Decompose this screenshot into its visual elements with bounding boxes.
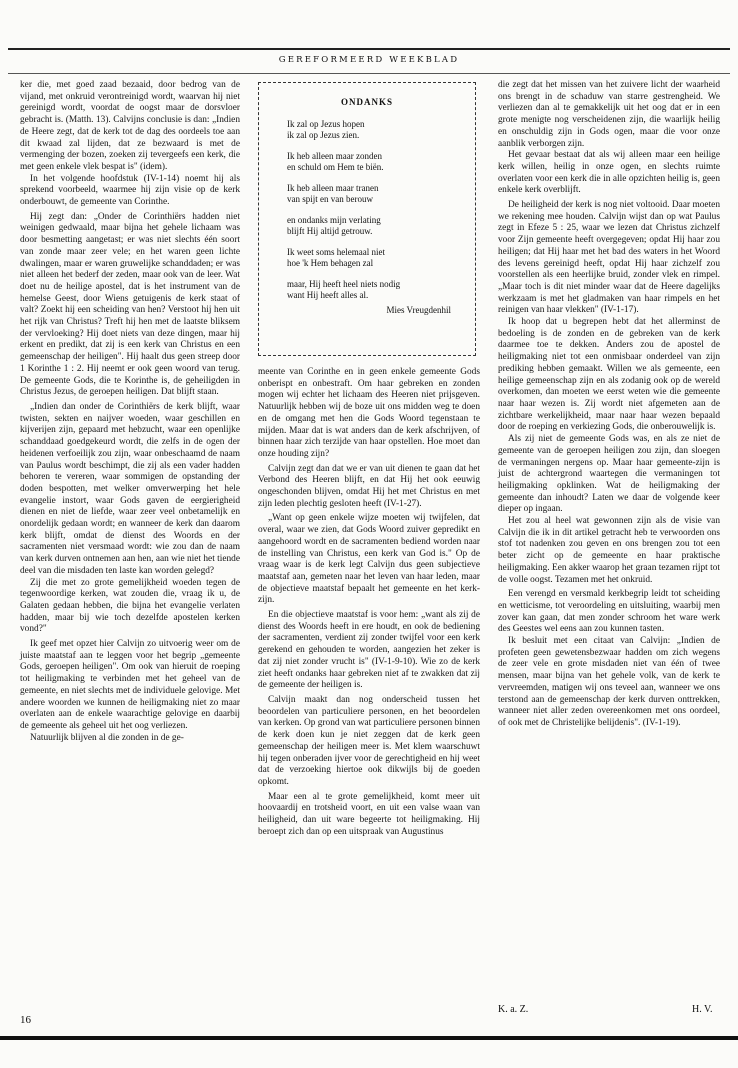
masthead: GEREFORMEERD WEEKBLAD (278, 55, 460, 65)
paragraph: ker die, met goed zaad bezaaid, door bedrog van de vijand, met onkruid verontreinigd wordt, waarvan hij niet gereinigd wordt, voordat de oogst maar de dorsvloer gebracht is. (Matth. 13). Calvijns conclusie is dan: „Indien de Heere zegt, dat de kerk tot de dag des oordeels toe aan dit kwaad zal lijden, dat ze bezwaard is met de vermenging der bozen, zoeken zij tevergeefs een kerk, die met geen enkele vlek bespat is" (idem). (20, 80, 240, 172)
paragraph: Maar een al te grote gemelijkheid, komt meer uit hoovaardij en trotsheid voort, en uit een valse waan van heiligheid, dan uit ware begeerte tot heiligmaking. Hij beroept zich dan op een uitspraak van Augustinus (258, 791, 480, 837)
paragraph: Zij die met zo grote gemelijkheid woeden tegen de tegenwoordige kerken, wat zouden die, vraag ik u, de Galaten gedaan hebben, die bijna het evangelie verlaten hadden, maar bij wie toch dezelfde apostelen kerken vond?" (20, 577, 240, 635)
column-left (20, 80, 240, 744)
bottom-rule (0, 1036, 738, 1040)
poem-stanza: maar, Hij heeft heel niets nodig want Hij heeft alles al. (287, 278, 401, 300)
signature-left: K. a. Z. (498, 1004, 529, 1015)
signature-right: H. V. (692, 1004, 713, 1015)
paragraph: In het volgende hoofdstuk (IV-1-14) noemt hij als sprekend voorbeeld, waarmee hij zijn visie op de kerk onderbouwt, de gemeente van Corinthe. (20, 173, 240, 208)
paragraph: Calvijn zegt dan dat we er van uit dienen te gaan dat het Verbond des Heeren blijft, en dat Hij het ook eeuwig ongeschonden blijven, omdat Hij het met Christus en met zijn leden plechtig gesloten heeft (IV-1-27). (258, 463, 480, 509)
paragraph: Calvijn maakt dan nog onderscheid tussen het beoordelen van particuliere personen, en het beoordelen van kerken. Op grond van wat particuliere personen binnen de kerk doen kun je niet zeggen dat de kerk geen gemeenschap der heiligen meer is. Met klem waarschuwt hij tegen onberaden ijver voor de gerechtigheid en hij weet dat de verzoeking hiertoe ook dikwijls bij de goeden opkomt. (258, 694, 480, 787)
paragraph: Een verengd en versmald kerkbegrip leidt tot scheiding en wetticisme, tot veroordeling en uitsluiting, waarbij men zover kan gaan, dat men zonder schroom het ware werk des Geestes wel eens aan zou kunnen tasten. (498, 589, 720, 635)
poem-author: Mies Vreugdenhil (386, 304, 451, 315)
poem-stanza: Ik weet soms helemaal niet hoe 'k Hem behagen zal (287, 246, 385, 268)
paragraph: Hij zegt dan: „Onder de Corinthiërs hadden niet weinigen gedwaald, maar bijna het gehele lichaam was door besmetting aangetast; er was niet slechts één soort van zonde maar zeer vele; en het waren geen lichte dwalingen, maar er waren gruwelijke schanddaden; er was niet alleen het bederf der zeden, maar ook van de leer. Wat doet nu de heilige apostel, dat is het instrument van de hemelse Geest, door Wiens getuigenis de kerk staat of valt? Zoekt hij een scheiding van hen? Verstoot hij hen uit het rijk van Christus? Treft hij hen met de laatste bliksem der vervloeking? Hij doet niets van deze dingen, maar hij erkent en predikt, dat zij is een kerk van Christus en een gemeenschap der heiligen". Hij haalt dus geen streep door 1 Korinthe 1 : 2. Hij neemt er ook geen woord van terug. De gemeente Gods, die te Korinthe is, de geheiligden in Christus Jezus, de geroepen heiligen. Dat blijft staan. (20, 211, 240, 398)
top-rule (8, 48, 730, 50)
paragraph: Ik geef met opzet hier Calvijn zo uitvoerig weer om de juiste maatstaf aan te leggen voor het begrip „gemeente Gods, geroepen heiligen". Om ook van hieruit de roeping tot heiligmaking te verbinden met het geheel van de gemeente, en niet slechts met de individuele gelovige. Met andere woorden we kunnen de heiligmaking niet zo maar overlaten aan de enkele waarachtige gelovige en daarbij de gemeente als geheel uit het oog verliezen. (20, 639, 240, 731)
paragraph: meente van Corinthe en in geen enkele gemeente Gods onberispt en onbestraft. Om haar gebreken en zonden mogen wij echter het lichaam des Heeren niet prijsgeven. Natuurlijk hebben wij de boze uit ons midden weg te doen en de omgang met hen die Gods Woord tegenstaan te mijden. Maar dat is wat anders dan de kerk afschrijven, of binnen haar zich terzijde van haar opstellen. Hoe moet dan onze houding zijn? (258, 367, 480, 459)
poem-title: ONDANKS (340, 97, 393, 107)
masthead-underline (8, 73, 730, 74)
poem-stanza: Ik heb alleen maar tranen van spijt en van berouw (287, 182, 379, 204)
column-middle (258, 367, 480, 838)
poem-box (258, 82, 476, 356)
paragraph: Het gevaar bestaat dat als wij alleen maar een heilige kerk willen, heilig in onze ogen, en slechts ruimte overlaten voor een kerk die in alle opzichten heilig is, geen enkele kerk overblijft. (498, 150, 720, 196)
paragraph: De heiligheid der kerk is nog niet voltooid. Daar moeten we rekening mee houden. Calvijn wijst dan op wat Paulus zegt in Efeze 5 : 25, waar we lezen dat Christus zichzelf voor Zijn gemeente heeft overgegeven; opdat Hij haar zou heiligen; dat Hij haar met het bad des waters in het Woord des levens gereinigd heeft, opdat Hij haar zichzelf zou voorstellen als een heerlijke bruid, zonder vlek en rimpel. „Maar toch is dit niet minder waar dat de Heere dagelijks werkzaam is met het gladmaken van haar rimpels en het reinigen van haar vlekken" (IV-1-17). (498, 200, 720, 316)
paragraph: die zegt dat het missen van het zuivere licht der waarheid ons brengt in de schaduw van starre gestrengheid. We verliezen dan al te gemakkelijk uit het oog dat er in een grote menigte nog verscheidenen zijn, die waarlijk heilig en onschuldig zijn in Gods ogen, maar die voor onze aanblik verborgen zijn. (498, 80, 720, 149)
paragraph: Het zou al heel wat gewonnen zijn als de visie van Calvijn die ik in dit artikel getracht heb te verwoorden ons stof tot nadenken zou geven en ons brengen zou tot een beter zicht op de gemeente en haar praktische heiligmaking. Een akker waarop het graan tezamen rijpt tot de volle oogst. Tezamen met het onkruid. (498, 516, 720, 585)
paragraph: Ik besluit met een citaat van Calvijn: „Indien de profeten geen gewetensbezwaar hadden om zich wegens de zeer vele en grote misdaden niet van één of twee mensen, maar bijna van het gehele volk, van de kerk te vervreemden, matigen wij ons teveel aan, wanneer we ons terstond aan de gemeenschap der kerk durven onttrekken, wanneer niet aller zeden overeenkomen met ons oordeel, of ook met de Christelijke belijdenis". (IV-1-19). (498, 636, 720, 728)
poem-stanza: en ondanks mijn verlating blijft Hij altijd getrouw. (287, 214, 381, 236)
paragraph: Ik hoop dat u begrepen hebt dat het allerminst de bedoeling is de zonden en de gebreken van de kerk daarmee toe te dekken. Anders zou de apostel de heiligmaking niet tot een onmisbaar onderdeel van zijn prediking hebben gemaakt. Willen we als gemeente, een heilige gemeenschap zijn en als zodanig ook op de wereld overkomen, dan moeten we eerst weten wie die gemeente naar haar wezen is. Zij wordt niet afgemeten aan de zichtbare werkelijkheid, maar naar haar wezen bepaald door de roeping en verkiezing Gods, die onberouwelijk is. (498, 317, 720, 433)
paragraph: Natuurlijk blijven al die zonden in de ge- (30, 732, 184, 743)
poem-stanza: Ik zal op Jezus hopen ik zal op Jezus zien. (287, 118, 365, 140)
poem-stanza: Ik heb alleen maar zonden en schuld om Hem te biën. (287, 150, 384, 172)
paragraph: „Indien dan onder de Corinthiërs de kerk blijft, waar twisten, sekten en naijver woeden, waar geschillen en kijverijen zijn, gepaard met hebzucht, waar een openlijke schanddaad goedgekeurd wordt, die zelfs in de ogen der heidenen verfoeilijk zou zijn, waar onbeschaamd de naam van Paulus wordt beschimpt, die zij als een vader hadden behoren te vereren, waar sommigen de opstanding der doden bespotten, met welker omverwerping het hele evangelie instort, waar Gods gaven de eergierigheid dienen en niet de liefde, waar zeer veel onbetamelijk en onordelijk gedaan wordt; en wanneer de kerk dan daarom kerk blijft, omdat de dienst des Woords en der sacramenten niet versmaad wordt: wie zou dan de naam van kerk durven ontnemen aan hen, aan wie niet het tiende deel van die misdaden ten laste kan worden gelegd? (20, 401, 240, 576)
page-number: 16 (20, 1014, 31, 1026)
paragraph: En die objectieve maatstaf is voor hem: „want als zij de dienst des Woords heeft in ere houdt, en ook de bediening der sacramenten, verdient zij zonder twijfel voor een kerk gerekend en gehouden te worden, aangezien het zeker is dat zij niet zonder vrucht is" (IV-1-9-10). Wie zo de kerk ziet heeft ondanks haar gebreken niet af te zwakken dat zij de gemeente der heiligen is. (258, 610, 480, 691)
paragraph: Als zij niet de gemeente Gods was, en als ze niet de gemeente van de geroepen heiligen zou zijn, dan sloegen de vermaningen nergens op. Maar haar gemeente-zijn is juist de achtergrond waartegen die vermaningen tot heiligmaking opklinken. Wat de heiligmaking der gemeente dan inhoudt? Laten we daar de volgende keer dieper op ingaan. (498, 434, 720, 515)
column-right (498, 80, 720, 730)
paragraph: „Want op geen enkele wijze moeten wij twijfelen, dat overal, waar we zien, dat Gods Woord zuiver gepredikt en aangehoord wordt en de sacramenten bediend worden naar de instelling van Christus, een kerk van God is." Op de vraag waar is de kerk legt Calvijn dus geen subjectieve maatstaf aan, gemeten naar het leven van haar leden, maar de objectieve maatstaf bepaalt het gemeente en het kerk-zijn. (258, 513, 480, 606)
